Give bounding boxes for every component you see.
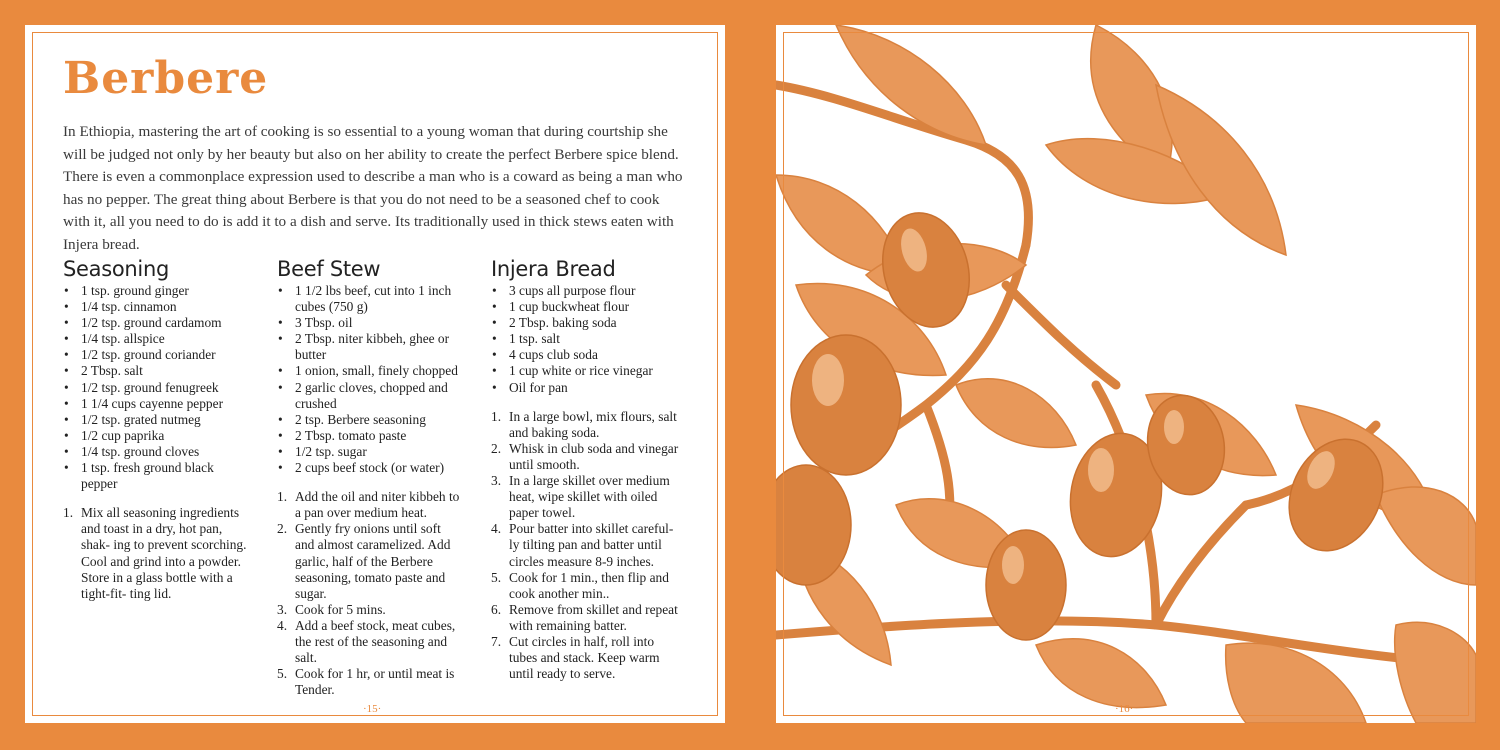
seasoning-steps [63, 505, 253, 602]
ingredient-item: • 1 cup white or rice vinegar [491, 363, 681, 379]
step-item: 1. In a large bowl, mix flours, salt and baking soda. [491, 408, 677, 440]
step-item: 2. Whisk in club soda and vinegar until smooth. [491, 440, 679, 472]
step-item: 4. Pour batter into skillet careful- ly tilting pan and batter until circles measure 8-9 inches. [491, 521, 674, 569]
beef-stew-steps [277, 489, 462, 698]
left-page [25, 25, 725, 723]
ingredient-item: • 1 onion, small, finely chopped [277, 363, 462, 379]
injera-bread-steps [491, 409, 681, 683]
ingredient-item: • 2 cups beef stock (or water) [277, 460, 462, 476]
injera-bread-heading: Injera Bread [491, 257, 616, 281]
step-item: 1. Add the oil and niter kibbeh to a pan over medium heat. [277, 489, 460, 521]
pepper-plant-illustration [776, 25, 1476, 723]
step-item: 3. In a large skillet over medium heat, wipe skillet with oiled paper towel. [491, 473, 670, 521]
ingredient-item: • Oil for pan [491, 380, 681, 396]
beef-stew-column [277, 257, 462, 698]
seasoning-ingredients [63, 283, 253, 492]
step-item: 6. Remove from skillet and repeat with remaining batter. [491, 601, 678, 633]
page-number: ·15· [363, 703, 382, 715]
ingredient-item: • 1/2 tsp. ground coriander [63, 347, 253, 363]
ingredient-item: • 1/2 tsp. sugar [277, 444, 462, 460]
ingredient-item: • 2 Tbsp. baking soda [491, 315, 681, 331]
ingredient-item: • 3 Tbsp. oil [277, 315, 462, 331]
ingredient-item: • 1/2 tsp. grated nutmeg [63, 412, 253, 428]
step-item: 5. Cook for 1 hr, or until meat is Tender. [277, 666, 455, 698]
ingredient-item: • 1/4 tsp. cinnamon [63, 299, 253, 315]
intro-paragraph: In Ethiopia, mastering the art of cooking is so essential to a young woman that during courtship she will be judged not only by her beauty but also on her ability to create the perfect Berbere spice blend. There is even a commonplace expression used to describe a man who is a coward as being a man who has no pepper. The great thing about Berbere is that you do not need to be a seasoned chef to cook with it, all you need to do is add it to a dish and serve. Its traditionally used in thick stews eaten with Injera bread. [63, 123, 683, 253]
ingredient-item: • 1 1/4 cups cayenne pepper [63, 396, 253, 412]
ingredient-item: • 1/4 tsp. ground cloves [63, 444, 253, 460]
ingredient-item: • 1 1/2 lbs beef, cut into 1 inch cubes (750 g) [277, 283, 462, 315]
ingredient-item: • 3 cups all purpose flour [491, 283, 681, 299]
step-item: 2. Gently fry onions until soft and almost caramelized. Add garlic, half of the Berbere seasoning, tomato paste and sugar. [277, 521, 451, 601]
beef-stew-heading: Beef Stew [277, 257, 381, 281]
beef-stew-ingredients [277, 283, 462, 476]
page-number: ·16· [1115, 703, 1134, 715]
ingredient-item: • 2 Tbsp. niter kibbeh, ghee or butter [277, 331, 462, 363]
ingredient-item: • 2 garlic cloves, chopped and crushed [277, 380, 462, 412]
ingredient-item: • 1 tsp. fresh ground black pepper [63, 460, 253, 492]
ingredient-item: • 1/2 tsp. ground cardamom [63, 315, 253, 331]
ingredient-item: • 1/4 tsp. allspice [63, 331, 253, 347]
step-item: 5. Cook for 1 min., then flip and cook another min.. [491, 569, 669, 601]
seasoning-heading: Seasoning [63, 257, 169, 281]
ingredient-item: • 2 Tbsp. salt [63, 363, 253, 379]
seasoning-column [63, 257, 253, 602]
step-item: 1. Mix all seasoning ingredients and toast in a dry, hot pan, shak- ing to prevent scorching. Cool and grind into a powder. Store in a glass bottle with a tight-fit- ting lid. [63, 505, 247, 601]
ingredient-item: • 1 tsp. salt [491, 331, 681, 347]
right-page [776, 25, 1476, 723]
ingredient-item: • 4 cups club soda [491, 347, 681, 363]
ingredient-item: • 1/2 cup paprika [63, 428, 253, 444]
ingredient-item: • 1 tsp. ground ginger [63, 283, 253, 299]
step-item: 4. Add a beef stock, meat cubes, the rest of the seasoning and salt. [277, 617, 456, 666]
ingredient-item: • 1 cup buckwheat flour [491, 299, 681, 315]
injera-bread-ingredients [491, 283, 681, 396]
step-item: 3. Cook for 5 mins. [277, 601, 386, 617]
ingredient-item: • 2 tsp. Berbere seasoning [277, 412, 462, 428]
ingredient-item: • 2 Tbsp. tomato paste [277, 428, 462, 444]
step-item: 7. Cut circles in half, roll into tubes and stack. Keep warm until ready to serve. [491, 633, 660, 682]
page-title: Berbere [63, 53, 269, 104]
ingredient-item: • 1/2 tsp. ground fenugreek [63, 380, 253, 396]
injera-bread-column [491, 257, 681, 682]
